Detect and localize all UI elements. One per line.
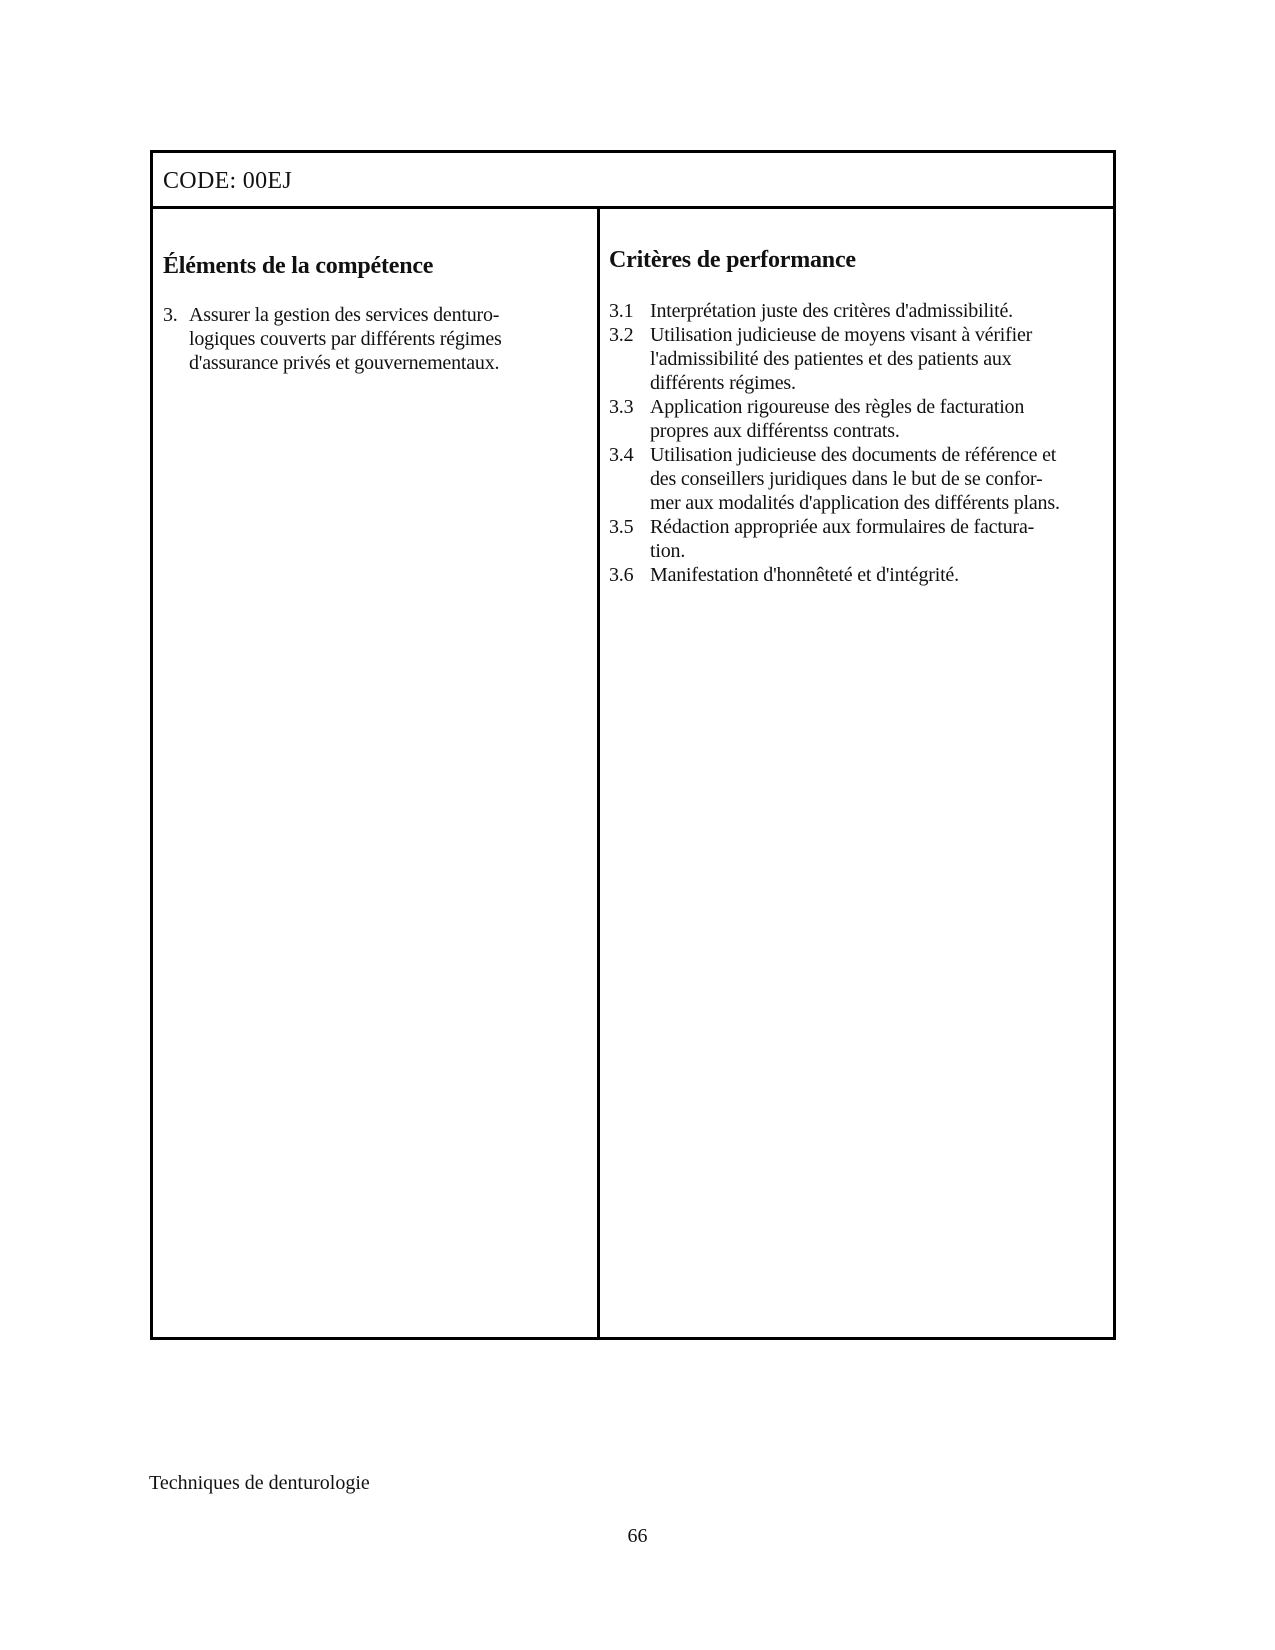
elements-column — [163, 251, 583, 375]
page-number: 66 — [627, 1525, 648, 1547]
criterion-text: Interprétation juste des critères d'admissibilité. — [650, 300, 1013, 322]
criterion-item — [609, 395, 1111, 443]
criterion-text: Utilisation judicieuse des documents de référence et des conseillers juridiques dans le but de se confor- mer aux modalités d'application des différents plans. — [650, 444, 1060, 514]
element-number: 3. — [163, 304, 178, 326]
criterion-item — [609, 443, 1111, 515]
criterion-text: Application rigoureuse des règles de facturation propres aux différentss contrats. — [650, 396, 1025, 442]
column-divider — [597, 209, 600, 1337]
criterion-number: 3.4 — [609, 444, 634, 466]
criterion-number: 3.1 — [609, 300, 634, 322]
program-title: Techniques de denturologie — [149, 1472, 370, 1494]
criterion-number: 3.2 — [609, 324, 634, 346]
criteria-heading: Critères de performance — [609, 247, 856, 273]
criterion-item — [609, 563, 1111, 587]
criterion-item — [609, 515, 1111, 563]
criterion-text: Manifestation d'honnêteté et d'intégrité. — [650, 564, 959, 586]
code-label: CODE: 00EJ — [153, 153, 1113, 209]
element-item — [163, 303, 583, 375]
criterion-number: 3.6 — [609, 564, 634, 586]
elements-heading: Éléments de la compétence — [163, 253, 434, 279]
element-text: Assurer la gestion des services denturo- logiques couverts par différents régimes d'assurance privés et gouvernementaux. — [189, 304, 502, 374]
criterion-number: 3.3 — [609, 396, 634, 418]
criteria-column — [609, 245, 1111, 587]
criterion-item — [609, 299, 1111, 323]
competency-table — [150, 150, 1116, 1340]
criterion-item — [609, 323, 1111, 395]
criterion-number: 3.5 — [609, 516, 634, 538]
criterion-text: Rédaction appropriée aux formulaires de factura- tion. — [650, 516, 1035, 562]
criterion-text: Utilisation judicieuse de moyens visant à vérifier l'admissibilité des patientes et des patients aux différents régimes. — [650, 324, 1033, 394]
